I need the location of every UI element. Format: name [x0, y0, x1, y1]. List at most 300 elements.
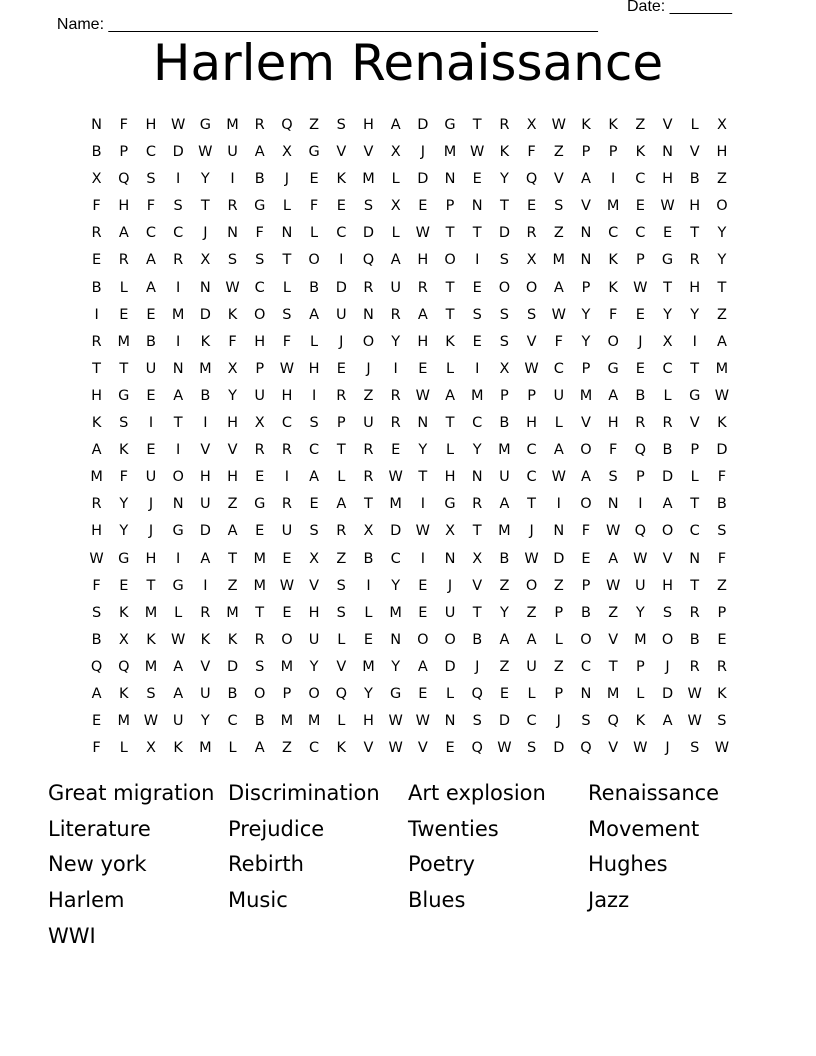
- grid-letter: L: [337, 469, 346, 486]
- grid-letter: W: [687, 713, 702, 730]
- grid-letter: X: [118, 631, 129, 648]
- grid-letter: W: [633, 740, 648, 757]
- grid-letter: R: [254, 631, 265, 648]
- grid-letter: T: [472, 117, 482, 133]
- grid-letter: J: [284, 171, 290, 188]
- grid-row: [83, 654, 736, 681]
- grid-letter: J: [366, 360, 371, 377]
- grid-letter: T: [364, 496, 373, 513]
- grid-letter: R: [91, 333, 102, 350]
- grid-letter: F: [554, 333, 563, 350]
- grid-letter: I: [420, 496, 425, 513]
- grid-letter: T: [173, 415, 183, 432]
- grid-letter: A: [336, 496, 347, 513]
- grid-letter: E: [282, 604, 292, 621]
- grid-letter: M: [199, 360, 212, 377]
- grid-letter: Y: [499, 171, 509, 188]
- grid-letter: F: [146, 198, 156, 215]
- grid-letter: H: [308, 604, 320, 621]
- grid-letter: G: [390, 685, 402, 702]
- grid-letter: H: [199, 469, 211, 486]
- grid-letter: T: [228, 550, 237, 567]
- grid-letter: C: [173, 225, 184, 242]
- grid-letter: Z: [716, 577, 727, 594]
- grid-letter: W: [605, 577, 621, 594]
- grid-letter: K: [499, 144, 510, 161]
- grid-letter: U: [308, 631, 320, 648]
- grid-letter: A: [662, 713, 673, 730]
- grid-letter: H: [145, 117, 157, 133]
- grid-row: [83, 708, 736, 735]
- grid-letter: K: [200, 333, 211, 350]
- grid-letter: W: [551, 117, 566, 133]
- grid-letter: L: [527, 685, 536, 702]
- grid-letter: M: [634, 631, 647, 648]
- grid-letter: V: [309, 577, 320, 594]
- grid-letter: E: [717, 631, 727, 648]
- grid-letter: A: [716, 333, 727, 350]
- grid-letter: R: [363, 279, 374, 296]
- grid-letter: W: [415, 387, 431, 404]
- grid-letter: L: [445, 442, 455, 459]
- grid-letter: V: [227, 442, 238, 459]
- grid-letter: W: [89, 550, 104, 567]
- page-title: Harlem Renaissance: [152, 34, 664, 92]
- grid-letter: R: [689, 604, 700, 621]
- grid-letter: M: [144, 658, 158, 675]
- grid-letter: R: [499, 117, 510, 133]
- grid-letter: V: [581, 415, 591, 432]
- grid-letter: B: [499, 415, 510, 432]
- grid-letter: W: [633, 550, 648, 567]
- grid-letter: T: [472, 604, 482, 621]
- grid-letter: X: [662, 333, 673, 350]
- grid-letter: F: [608, 442, 618, 459]
- grid-letter: T: [146, 577, 156, 594]
- grid-letter: I: [638, 496, 643, 513]
- grid-letter: W: [687, 685, 702, 702]
- grid-letter: O: [444, 252, 456, 269]
- grid-letter: S: [363, 198, 374, 215]
- grid-letter: T: [92, 360, 102, 377]
- grid-letter: W: [415, 225, 431, 242]
- grid-letter: R: [390, 306, 401, 323]
- grid-letter: T: [445, 415, 455, 432]
- grid-letter: P: [336, 415, 346, 432]
- grid-letter: P: [635, 469, 645, 486]
- grid-letter: T: [717, 279, 727, 296]
- grid-letter: E: [418, 604, 428, 621]
- grid-letter: B: [91, 279, 102, 296]
- grid-letter: R: [390, 415, 401, 432]
- grid-letter: T: [445, 279, 455, 296]
- grid-letter: G: [444, 496, 456, 513]
- grid-letter: E: [363, 631, 374, 648]
- grid-letter: X: [309, 550, 320, 567]
- grid-letter: P: [554, 604, 564, 621]
- grid-letter: M: [362, 658, 375, 675]
- grid-letter: V: [417, 740, 428, 757]
- grid-letter: W: [524, 360, 539, 377]
- grid-letter: K: [227, 631, 238, 648]
- grid-letter: O: [308, 252, 320, 269]
- grid-letter: I: [176, 333, 181, 350]
- grid-letter: T: [418, 469, 428, 486]
- grid-letter: Y: [391, 333, 401, 350]
- grid-letter: Z: [635, 117, 646, 133]
- grid-letter: R: [254, 442, 265, 459]
- grid-letter: Z: [499, 658, 510, 675]
- grid-letter: I: [203, 415, 208, 432]
- grid-row: [83, 546, 736, 573]
- grid-letter: W: [714, 387, 730, 404]
- grid-letter: K: [717, 415, 727, 432]
- grid-letter: R: [716, 658, 727, 675]
- grid-row: [83, 166, 736, 193]
- grid-letter: I: [176, 171, 181, 188]
- grid-letter: E: [635, 198, 645, 215]
- grid-letter: F: [119, 117, 128, 133]
- grid-letter: S: [227, 252, 238, 269]
- grid-letter: O: [308, 685, 320, 702]
- grid-letter: A: [91, 442, 102, 459]
- grid-letter: O: [525, 279, 538, 296]
- grid-letter: Q: [362, 252, 375, 269]
- grid-letter: I: [339, 252, 344, 269]
- grid-letter: V: [363, 144, 374, 161]
- grid-letter: Y: [391, 658, 401, 675]
- grid-letter: H: [526, 415, 538, 432]
- grid-letter: T: [282, 252, 292, 269]
- grid-letter: Z: [716, 306, 727, 323]
- grid-letter: S: [526, 740, 537, 757]
- grid-letter: B: [309, 279, 320, 296]
- grid-letter: R: [689, 252, 700, 269]
- grid-letter: A: [608, 387, 619, 404]
- grid-letter: E: [391, 442, 401, 459]
- grid-letter: F: [92, 740, 101, 757]
- grid-letter: F: [527, 144, 536, 161]
- grid-letter: D: [390, 523, 402, 540]
- grid-row: [83, 193, 736, 220]
- grid-letter: E: [445, 740, 455, 757]
- grid-letter: E: [146, 387, 156, 404]
- grid-letter: T: [690, 225, 700, 242]
- grid-letter: N: [444, 171, 456, 188]
- grid-letter: D: [335, 279, 347, 296]
- grid-row: [83, 573, 736, 600]
- grid-letter: S: [608, 469, 618, 486]
- grid-letter: L: [445, 685, 455, 702]
- grid-letter: D: [553, 740, 565, 757]
- grid-letter: A: [662, 496, 673, 513]
- grid-letter: P: [255, 360, 265, 377]
- word-list-item: Harlem: [48, 888, 125, 913]
- grid-letter: D: [417, 117, 429, 133]
- grid-letter: M: [470, 387, 484, 404]
- grid-letter: M: [362, 171, 375, 188]
- grid-letter: W: [470, 144, 485, 161]
- grid-letter: S: [662, 604, 673, 621]
- grid-letter: F: [608, 306, 618, 323]
- word-list-item: Discrimination: [228, 781, 380, 805]
- grid-letter: M: [307, 713, 321, 730]
- grid-letter: S: [91, 604, 102, 621]
- grid-letter: K: [336, 171, 347, 188]
- grid-letter: O: [580, 631, 592, 648]
- grid-letter: I: [230, 171, 235, 188]
- grid-letter: N: [281, 225, 293, 242]
- date-field-label: Date: _______: [627, 0, 732, 15]
- grid-letter: L: [228, 740, 237, 757]
- grid-letter: Y: [200, 713, 210, 730]
- grid-letter: T: [608, 658, 618, 675]
- grid-letter: D: [498, 225, 510, 242]
- grid-letter: T: [499, 198, 509, 215]
- grid-letter: D: [199, 306, 211, 323]
- grid-letter: V: [200, 442, 211, 459]
- grid-letter: X: [390, 144, 401, 161]
- word-list-item: Art explosion: [408, 781, 546, 805]
- grid-letter: W: [714, 740, 730, 757]
- grid-letter: G: [661, 252, 674, 269]
- grid-letter: Y: [228, 387, 237, 404]
- grid-letter: H: [91, 387, 103, 404]
- grid-letter: P: [581, 279, 591, 296]
- grid-letter: W: [415, 713, 431, 730]
- grid-letter: N: [662, 144, 673, 161]
- grid-letter: J: [148, 496, 154, 513]
- grid-letter: N: [172, 496, 184, 513]
- word-list-item: Literature: [48, 816, 151, 841]
- grid-letter: S: [472, 713, 482, 730]
- grid-letter: X: [200, 252, 211, 269]
- grid-letter: O: [716, 198, 728, 215]
- grid-letter: X: [499, 360, 510, 377]
- grid-letter: W: [605, 523, 621, 540]
- grid-letter: I: [311, 387, 317, 404]
- grid-letter: B: [200, 387, 211, 404]
- grid-letter: M: [606, 198, 620, 215]
- grid-letter: E: [418, 360, 428, 377]
- grid-letter: N: [580, 225, 592, 242]
- grid-letter: T: [472, 225, 482, 242]
- grid-letter: Y: [663, 306, 672, 323]
- grid-letter: P: [554, 685, 564, 702]
- grid-letter: E: [255, 523, 265, 540]
- grid-letter: P: [635, 252, 645, 269]
- grid-letter: U: [200, 496, 211, 513]
- grid-letter: Z: [553, 144, 564, 161]
- grid-letter: W: [388, 469, 403, 486]
- grid-letter: D: [553, 550, 565, 567]
- grid-row: [83, 627, 736, 654]
- grid-letter: L: [174, 604, 183, 621]
- grid-letter: V: [200, 658, 211, 675]
- grid-letter: V: [689, 415, 700, 432]
- grid-letter: I: [420, 550, 425, 567]
- grid-letter: E: [92, 252, 102, 269]
- grid-letter: E: [527, 198, 537, 215]
- grid-letter: S: [690, 740, 700, 757]
- grid-letter: Q: [471, 740, 483, 757]
- grid-letter: H: [227, 469, 238, 486]
- word-list-item: Hughes: [588, 852, 668, 877]
- grid-letter: E: [336, 360, 346, 377]
- grid-letter: A: [173, 387, 184, 404]
- grid-letter: X: [526, 252, 537, 269]
- grid-letter: V: [662, 117, 673, 133]
- grid-row: [83, 600, 736, 627]
- grid-letter: K: [91, 415, 102, 432]
- grid-letter: E: [635, 360, 645, 377]
- grid-letter: V: [608, 740, 619, 757]
- grid-letter: M: [117, 713, 131, 730]
- grid-letter: B: [635, 387, 646, 404]
- grid-letter: U: [499, 469, 510, 486]
- grid-letter: U: [526, 658, 537, 675]
- grid-letter: M: [253, 577, 266, 594]
- grid-letter: D: [199, 523, 211, 540]
- grid-letter: D: [716, 442, 728, 459]
- grid-letter: P: [581, 577, 591, 594]
- grid-letter: A: [91, 685, 102, 702]
- grid-letter: I: [176, 550, 181, 567]
- grid-letter: N: [227, 225, 238, 242]
- grid-letter: D: [661, 685, 674, 702]
- grid-letter: A: [417, 658, 428, 675]
- grid-letter: N: [553, 523, 565, 540]
- grid-letter: W: [660, 198, 675, 215]
- grid-letter: N: [363, 306, 374, 323]
- grid-row: [83, 329, 736, 356]
- grid-row: [83, 735, 736, 762]
- grid-letter: C: [526, 442, 537, 459]
- grid-letter: R: [173, 252, 184, 269]
- grid-letter: D: [498, 713, 510, 730]
- grid-letter: M: [90, 469, 103, 486]
- grid-letter: M: [199, 740, 212, 757]
- grid-letter: D: [362, 225, 375, 242]
- grid-letter: Z: [336, 550, 347, 567]
- grid-letter: X: [363, 523, 374, 540]
- grid-letter: W: [198, 144, 213, 161]
- grid-letter: S: [146, 685, 156, 702]
- grid-letter: T: [445, 225, 455, 242]
- grid-letter: U: [335, 306, 347, 323]
- grid-letter: M: [253, 550, 266, 567]
- grid-letter: H: [118, 198, 130, 215]
- grid-letter: E: [662, 225, 673, 242]
- name-field-label: Name: _______________________________________________________: [56, 16, 598, 33]
- grid-letter: R: [526, 225, 537, 242]
- grid-letter: I: [176, 279, 181, 296]
- word-list-item: Twenties: [408, 816, 499, 841]
- grid-letter: L: [690, 117, 699, 133]
- grid-letter: B: [580, 604, 591, 621]
- grid-letter: E: [418, 685, 428, 702]
- grid-letter: A: [254, 144, 265, 161]
- grid-letter: E: [581, 550, 591, 567]
- grid-letter: Z: [281, 740, 292, 757]
- grid-letter: W: [388, 713, 403, 730]
- grid-letter: J: [529, 523, 534, 540]
- grid-letter: A: [553, 279, 564, 296]
- grid-letter: F: [581, 523, 591, 540]
- grid-letter: K: [146, 631, 156, 648]
- grid-letter: W: [633, 279, 648, 296]
- grid-row: [83, 410, 736, 437]
- grid-letter: Z: [553, 577, 564, 594]
- grid-letter: M: [498, 523, 511, 540]
- grid-letter: N: [607, 496, 619, 513]
- grid-letter: A: [445, 387, 455, 404]
- grid-letter: E: [472, 333, 482, 350]
- grid-letter: B: [254, 713, 265, 730]
- grid-letter: H: [308, 360, 320, 377]
- grid-letter: H: [145, 550, 157, 567]
- word-list-item: Blues: [408, 888, 466, 913]
- grid-letter: E: [119, 306, 129, 323]
- grid-letter: R: [200, 604, 211, 621]
- grid-letter: Z: [309, 117, 320, 133]
- grid-letter: B: [689, 171, 700, 188]
- grid-letter: L: [310, 333, 319, 350]
- grid-letter: H: [444, 469, 456, 486]
- grid-letter: Z: [227, 496, 238, 513]
- grid-letter: V: [553, 171, 564, 188]
- grid-letter: H: [417, 252, 429, 269]
- grid-letter: C: [526, 469, 537, 486]
- grid-row: [83, 220, 736, 247]
- grid-letter: R: [118, 252, 129, 269]
- grid-letter: C: [309, 442, 320, 459]
- grid-letter: O: [580, 496, 592, 513]
- grid-letter: M: [226, 117, 239, 133]
- grid-letter: D: [172, 144, 184, 161]
- grid-letter: P: [717, 604, 727, 621]
- grid-letter: F: [309, 198, 319, 215]
- grid-letter: K: [173, 740, 183, 757]
- grid-letter: O: [254, 685, 266, 702]
- grid-letter: Y: [581, 333, 591, 350]
- grid-letter: U: [145, 360, 157, 377]
- grid-letter: E: [282, 550, 292, 567]
- grid-letter: Q: [525, 171, 538, 188]
- grid-letter: Z: [553, 225, 564, 242]
- grid-letter: B: [689, 631, 700, 648]
- grid-letter: A: [499, 496, 510, 513]
- grid-letter: P: [119, 144, 129, 161]
- grid-letter: M: [144, 604, 158, 621]
- grid-letter: L: [554, 415, 563, 432]
- grid-letter: B: [716, 496, 727, 513]
- grid-letter: H: [689, 279, 701, 296]
- grid-letter: J: [447, 577, 453, 594]
- grid-letter: X: [445, 523, 455, 540]
- grid-letter: F: [92, 198, 101, 215]
- grid-letter: C: [635, 225, 646, 242]
- word-list-item: Jazz: [588, 888, 630, 913]
- grid-letter: N: [689, 550, 701, 567]
- grid-letter: S: [309, 523, 319, 540]
- grid-letter: C: [254, 279, 265, 296]
- grid-letter: I: [475, 252, 480, 269]
- grid-letter: G: [254, 198, 266, 215]
- grid-letter: A: [173, 658, 184, 675]
- grid-letter: U: [281, 523, 293, 540]
- grid-letter: O: [498, 279, 511, 296]
